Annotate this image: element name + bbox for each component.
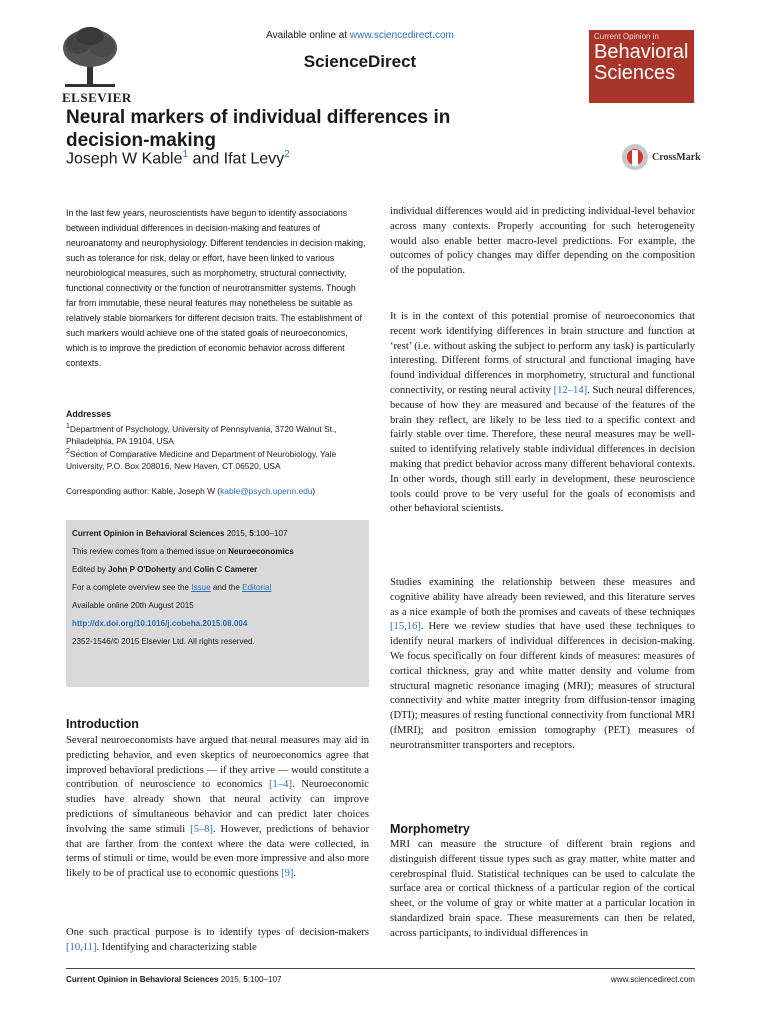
sciencedirect-link[interactable]: www.sciencedirect.com [349, 30, 454, 41]
intro-paragraph-1: Several neuroeconomists have argued that neural measures may aid in predicting behavior, and even skeptics of neuroeconomics agree that improved behavioral predictions — if they arrive — would constitute a contribution of neuroscience to economics [1–4]. Neuroeconomic studies have already shown that neural activity can improve predictions of simultaneous behavior and can predict later choices involving the same stimuli [5–8]. However, predictions of behavior that are farther from the context where the data were collected, in terms of stimuli or time, would be even more impressive and also more likely to be of practical use to economic questions [9]. [66, 735, 370, 880]
addresses-heading: Addresses [66, 409, 111, 419]
right-paragraph-1: individual differences would aid in predicting individual-level behavior across many contexts. Properly accounting for such heterogeneity would also enable better macro-level predictions. For example, the outcomes of policy changes may differ depending on the composition of the population. [390, 206, 695, 277]
ref-10-11[interactable]: [10,11] [66, 941, 97, 953]
address-1: $^1$Department of Psychology, University of Pennsylvania, 3720 Walnut St., Philadelphia, PA 19104, USA [66, 423, 337, 447]
morphometry-paragraph: MRI can measure the structure of different brain regions and distinguish different tissue types such as gray matter, white matter and cerebrospinal fluid. Statistical techniques can be used to calculate the surface area or cortical thickness of a particular region of the cortical sheet, or the volume of gray or white matter at a particular location in standardized brain space. These measurements can then be related, across participants, to individual differences in [390, 839, 695, 939]
author-list: Joseph W Kable$^1$ and Ifat Levy$^2$ [66, 149, 290, 168]
journal-cover-badge: Current Opinion in Behavioral Sciences [589, 30, 694, 103]
copyright-icon: © [112, 637, 119, 646]
abstract: In the last few years, neuroscientists have begun to identify associations between individual differences in decision-making and features of neuroanatomy and neurophysiology. Different tendencies in decision making, such as tolerance for risk, delay or effort, have been linked to various neurobiological measures, such as morphometry, structural connectivity, functional connectivity or the function of neurotransmitter systems. Though far from immutable, these neural features may nonetheless be suitable as relatively stable biomarkers for different decision traits. The establishment of such markers would achieve one of the stated goals of neuroeconomics, which is to improve the prediction of economic behavior across different contexts. [66, 208, 366, 368]
available-date: Available online 20th August 2015 [72, 601, 194, 610]
editorial-link[interactable]: Editorial [242, 583, 272, 592]
issue-link[interactable]: Issue [191, 583, 211, 592]
email-link[interactable]: kable@psych.upenn.edu [220, 486, 313, 496]
affiliation-ref-1[interactable]: 1 [182, 149, 189, 160]
citation-line: Current Opinion in Behavioral Sciences 2015, 5:100–107 [72, 529, 288, 538]
introduction-heading: Introduction [66, 717, 139, 731]
ref-15-16[interactable]: [15,16] [390, 621, 421, 633]
doi-link[interactable]: http://dx.doi.org/10.1016/j.cobeha.2015.08.004 [72, 619, 248, 628]
ref-1-4[interactable]: [1–4] [269, 779, 292, 791]
right-paragraph-2: It is in the context of this potential promise of neuroeconomics that recent work identifying differences in brain structure and function at ‘rest’ (i.e. without asking the subject to perform any task) is particularly interesting. Different forms of structural and functional imaging have found individual differences in morphometry, structural and functional connectivity, or resting neural activity [12–14]. Such neural differences, because of how they are measured and because of the features of the brain they reflect, are likely to be less tied to a specific context and fairly stable over time. Therefore, these neural measures may be well-suited to identifying relatively stable individual differences in decision making that predict behavior across many different behavioral contexts. In other words, though still early in development, these neuroscience tools could prove to be very useful for the goals of economists and other behavioral scientists. [390, 311, 695, 515]
affiliation-ref-2[interactable]: 2 [284, 149, 290, 160]
ref-9[interactable]: [9] [281, 868, 294, 880]
intro-paragraph-2: One such practical purpose is to identify types of decision-makers [10,11]. Identifying and characterizing stable [66, 927, 369, 953]
theme-line: This review comes from a themed issue on Neuroeconomics [72, 547, 294, 556]
overview-line: For a complete overview see the Issue and the Editorial [72, 583, 272, 592]
footer-divider [66, 968, 695, 969]
copyright-line: 2352-1546/© 2015 Elsevier Ltd. All rights reserved. [72, 637, 255, 646]
crossmark-icon[interactable] [620, 142, 650, 172]
right-paragraph-3: Studies examining the relationship between these measures and cognitive ability have already been reviewed, and this literature serves as a nice example of both the promises and caveats of these techniques [15,16]. Here we review studies that have used these techniques to identify neural markers of individual differences in decision-making. We focus specifically on four different kinds of measures: measures of cortical thickness, gray and white matter density and volume from structural magnetic resonance imaging (MRI); measures of structural connectivity and white matter integrity from diffusion-tensor imaging (DTI); measures of resting functional connectivity from functional MRI (fMRI); and positron emission tomography (PET) measures of neurotransmitter transporters and receptors. [390, 577, 695, 751]
publisher-name: ELSEVIER [62, 90, 132, 105]
morphometry-heading: Morphometry [390, 822, 470, 836]
doi-line [72, 618, 364, 630]
crossmark-label: CrossMark [652, 152, 701, 163]
corresponding-author: Corresponding author: Kable, Joseph W (kable@psych.upenn.edu) [66, 486, 316, 496]
sciencedirect-brand: ScienceDirect [303, 52, 417, 71]
footer-citation: Current Opinion in Behavioral Sciences 2015, 5:100–107 [66, 975, 282, 984]
footer-url[interactable]: www.sciencedirect.com [610, 975, 695, 984]
ref-12-14[interactable]: [12–14] [553, 384, 588, 396]
ref-5-8[interactable]: [5–8] [190, 823, 214, 835]
article-info-box [66, 520, 369, 687]
address-2: $^2$Section of Comparative Medicine and Department of Neurobiology, Yale University, P.O. Box 208016, New Haven, CT 06520, USA [66, 448, 337, 472]
editors-line: Edited by John P O'Doherty and Colin C Camerer [72, 565, 258, 574]
available-online: Available online at www.sciencedirect.com [266, 30, 454, 41]
article-title: Neural markers of individual differences in decision-making [66, 107, 451, 151]
